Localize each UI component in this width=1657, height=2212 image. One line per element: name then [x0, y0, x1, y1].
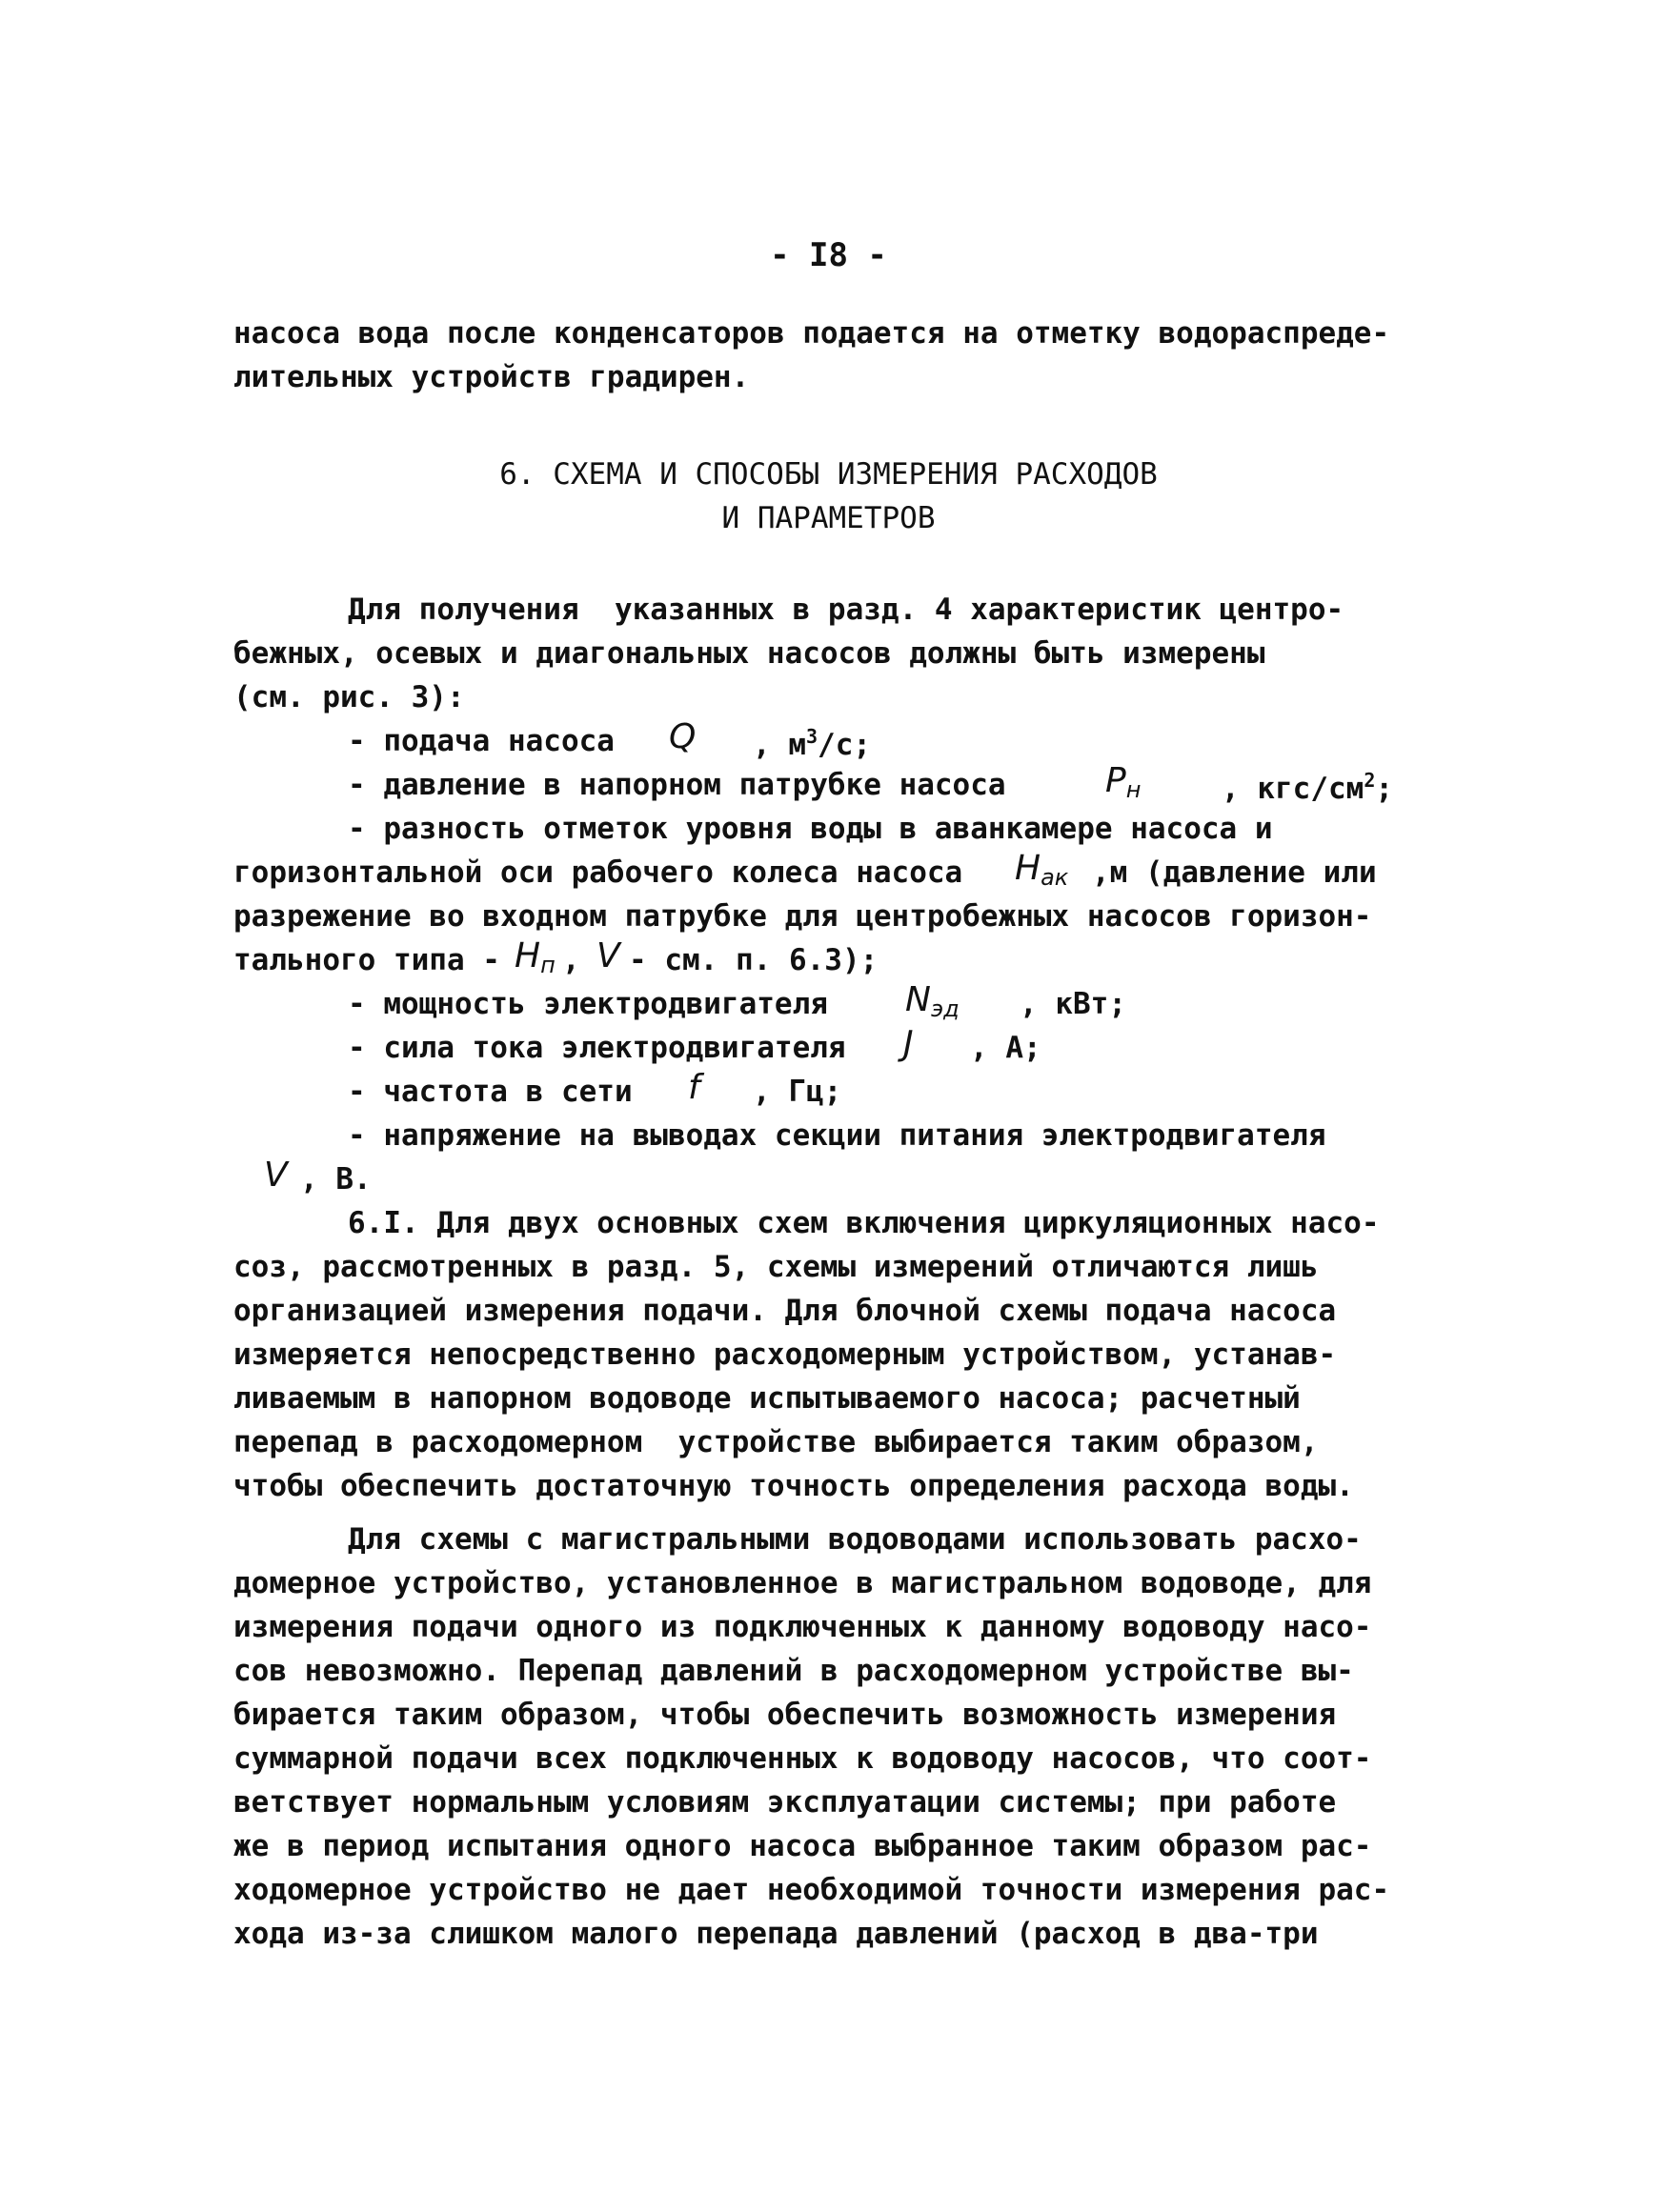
- para2-line: организацией измерения подачи. Для блочной схемы подача насоса: [233, 1294, 1337, 1328]
- para3-line: домерное устройство, установленное в магистральном водоводе, для: [233, 1566, 1372, 1600]
- symbol-p: $P_н$: [1105, 761, 1142, 803]
- item-voltage-unit: , В.: [300, 1162, 372, 1196]
- item-level-line-1: - разность отметок уровня воды в аванкамере насоса и: [348, 812, 1273, 846]
- symbol-f: f: [688, 1068, 700, 1107]
- item-power-unit: , кВт;: [1020, 987, 1126, 1021]
- symbol-v-vacuum: V: [596, 936, 620, 975]
- item-pressure-unit: , кгс/$см^2$;: [1222, 769, 1394, 806]
- item-level-line-4-post: - см. п. 6.3);: [629, 943, 879, 977]
- symbol-h-ak: $H_{ак}$: [1015, 849, 1069, 891]
- para1-line-2: бежных, осевых и диагональных насосов должны быть измерены: [233, 636, 1265, 671]
- para3-line: суммарной подачи всех подключенных к водоводу насосов, что соот-: [233, 1741, 1372, 1776]
- para3-line: хода из-за слишком малого перепада давлений (расход в два-три: [233, 1917, 1319, 1951]
- symbol-j: J: [903, 1024, 914, 1063]
- item-voltage-line-1: - напряжение на выводах секции питания электродвигателя: [348, 1118, 1326, 1153]
- item-frequency-label: - частота в сети: [348, 1075, 633, 1109]
- section-title-line-1: 6. СХЕМА И СПОСОБЫ ИЗМЕРЕНИЯ РАСХОДОВ: [499, 457, 1158, 492]
- item-current-unit: , А;: [970, 1031, 1041, 1065]
- item-flow-unit: , $м^3/с$;: [753, 725, 872, 762]
- para2-line: измеряется непосредственно расходомерным устройством, устанав-: [233, 1337, 1337, 1372]
- para2-line: перепад в расходомерном устройстве выбирается таким образом,: [233, 1425, 1319, 1459]
- item-level-line-4-pre: тального типа -: [233, 943, 500, 977]
- para3-line: ходомерное устройство не дает необходимой точности измерения рас-: [233, 1873, 1390, 1907]
- para3-line: же в период испытания одного насоса выбранное таким образом рас-: [233, 1829, 1372, 1863]
- para1-line-3: (см. рис. 3):: [233, 680, 465, 714]
- para1-line-1: Для получения указанных в разд. 4 характеристик центро-: [348, 593, 1344, 627]
- symbol-n-ed: $N_{эд}$: [905, 980, 960, 1022]
- para2-line: ливаемым в напорном водоводе испытываемого насоса; расчетный: [233, 1381, 1301, 1416]
- para3-line: измерения подачи одного из подключенных к данному водоводу насо-: [233, 1610, 1372, 1644]
- para3-line: ветствует нормальным условиям эксплуатации системы; при работе: [233, 1785, 1337, 1820]
- para2-line: соз, рассмотренных в разд. 5, схемы измерений отличаются лишь: [233, 1250, 1319, 1284]
- intro-line-2: лительных устройств градирен.: [233, 360, 750, 394]
- item-level-line-2-label: горизонтальной оси рабочего колеса насоса: [233, 855, 963, 890]
- para2-line: чтобы обеспечить достаточную точность определения расхода воды.: [233, 1469, 1354, 1503]
- item-current-label: - сила тока электродвигателя: [348, 1031, 846, 1065]
- section-title-line-2: И ПАРАМЕТРОВ: [721, 501, 936, 535]
- para3-line: бирается таким образом, чтобы обеспечить возможность измерения: [233, 1698, 1337, 1732]
- item-level-line-3: разрежение во входном патрубке для центробежных насосов горизон-: [233, 899, 1372, 934]
- symbol-v: V: [264, 1156, 288, 1195]
- item-flow-label: - подача насоса: [348, 724, 615, 758]
- item-pressure-label: - давление в напорном патрубке насоса: [348, 768, 1006, 802]
- item-level-line-2-rest: ,м (давление или: [1092, 855, 1377, 890]
- para3-line: Для схемы с магистральными водоводами использовать расхо-: [348, 1522, 1362, 1557]
- symbol-q: Q: [669, 717, 697, 756]
- para2-line: 6.I. Для двух основных схем включения циркуляционных насо-: [348, 1206, 1380, 1240]
- intro-line-1: насоса вода после конденсаторов подается на отметку водораспреде-: [233, 316, 1390, 351]
- page-number: - I8 -: [770, 236, 887, 274]
- item-power-label: - мощность электродвигателя: [348, 987, 828, 1021]
- item-frequency-unit: , Гц;: [753, 1075, 842, 1109]
- symbol-h-p: $H_п$: [515, 936, 556, 978]
- item-level-line-4-comma: ,: [562, 943, 580, 977]
- para3-line: сов невозможно. Перепад давлений в расходомерном устройстве вы-: [233, 1654, 1354, 1688]
